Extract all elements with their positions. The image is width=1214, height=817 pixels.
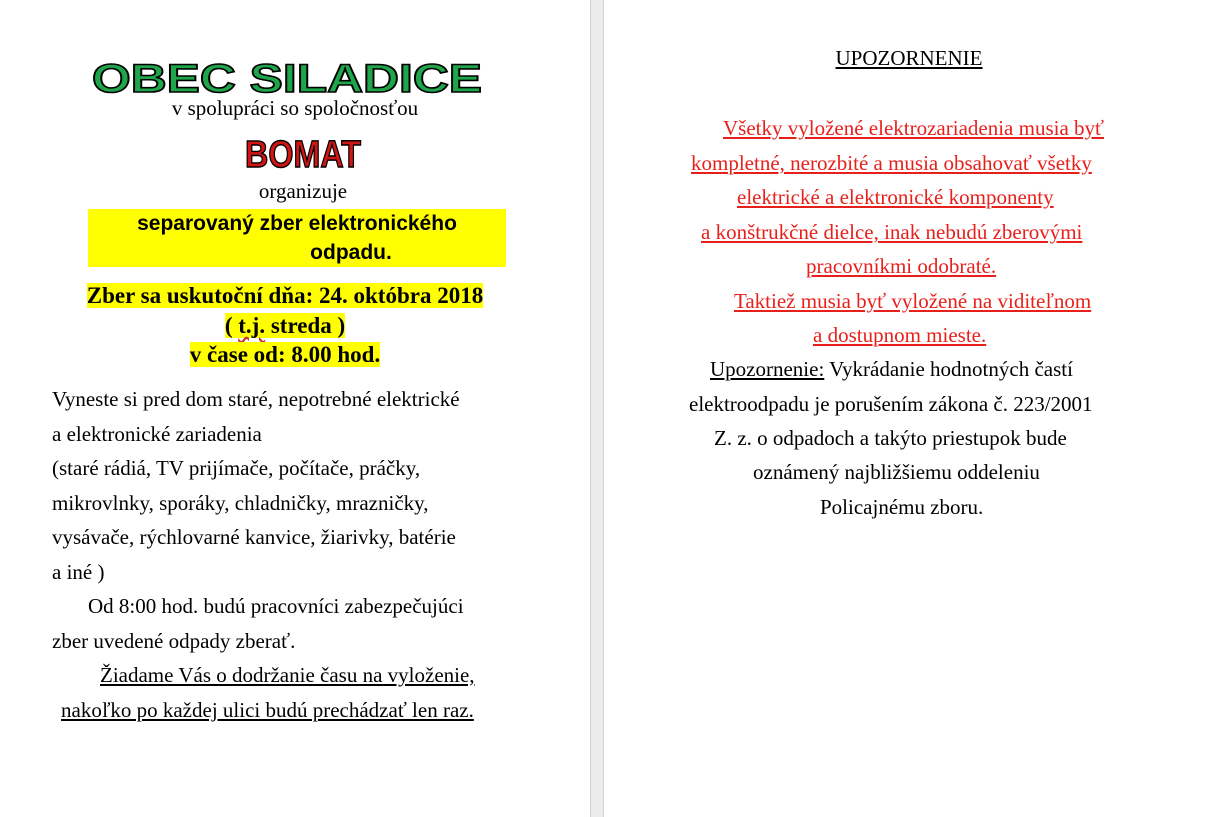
organizes-text: organizuje [258, 179, 348, 203]
body-line: zber uvedené odpady zberať. [52, 629, 296, 653]
red-line: kompletné, nerozbité a musia obsahovať všetky [691, 151, 1092, 175]
day-suffix: streda ) [265, 313, 346, 338]
obec-siladice-logo-text: OBEC SILADICE [92, 57, 482, 101]
body-line: mikrovlnky, sporáky, chladničky, mrazničky, [52, 491, 429, 515]
red-line: elektrické a elektronické komponenty [737, 185, 1054, 209]
request-line-1: Žiadame Vás o dodržanie času na vyloženie, [100, 663, 475, 687]
page-gap [590, 0, 604, 817]
body-line: Vyneste si pred dom staré, nepotrebné elektrické [52, 387, 460, 411]
notice-heading: UPOZORNENIE [835, 46, 983, 70]
cooperation-text: v spolupráci so spoločnosťou [171, 96, 419, 120]
warning-rest: Vykrádanie hodnotných častí [824, 357, 1073, 381]
red-line: pracovníkmi odobraté. [806, 254, 997, 278]
body-line: vysávače, rýchlovarné kanvice, žiarivky, batérie [52, 525, 456, 549]
right-page [604, 0, 1201, 817]
warning-first-line [710, 357, 1073, 382]
obec-siladice-logo [88, 40, 486, 101]
day-prefix: ( [224, 313, 239, 338]
request-line-2: nakoľko po každej ulici budú prechádzať len raz. [61, 698, 474, 722]
body-line: a iné ) [52, 560, 105, 584]
date-line: Zber sa uskutoční dňa: 24. októbra 2018 [86, 283, 484, 308]
body-line: (staré rádiá, TV prijímače, počítače, práčky, [52, 456, 421, 480]
red-line: Všetky vyložené elektrozariadenia musia byť [723, 116, 1104, 140]
event-highlight-box [88, 209, 506, 267]
warning-line: Z. z. o odpadoch a takýto priestupok bude [714, 426, 1067, 450]
warning-line: elektroodpadu je porušením zákona č. 223/2001 [689, 392, 1093, 416]
bomat-logo [242, 127, 364, 176]
time-line: v čase od: 8.00 hod. [189, 342, 381, 367]
red-line: Taktiež musia byť vyložené na viditeľnom [734, 289, 1092, 313]
warning-label: Upozornenie: [710, 357, 825, 381]
bomat-logo-text: BOMAT [245, 134, 361, 176]
warning-line: Policajnému zboru. [820, 495, 984, 519]
event-line-1: separovaný zber elektronického [137, 212, 457, 235]
event-line-2: odpadu. [310, 241, 392, 264]
warning-line: oznámený najbližšiemu oddeleniu [753, 460, 1040, 484]
body-line: a elektronické zariadenia [52, 422, 262, 446]
day-abbr: t.j. [238, 313, 266, 338]
day-line [0, 311, 570, 341]
body-line: Od 8:00 hod. budú pracovníci zabezpečujúci [88, 594, 464, 618]
red-line: a konštrukčné dielce, inak nebudú zberovými [701, 220, 1083, 244]
red-line: a dostupnom mieste. [813, 323, 987, 347]
left-page [0, 0, 590, 817]
